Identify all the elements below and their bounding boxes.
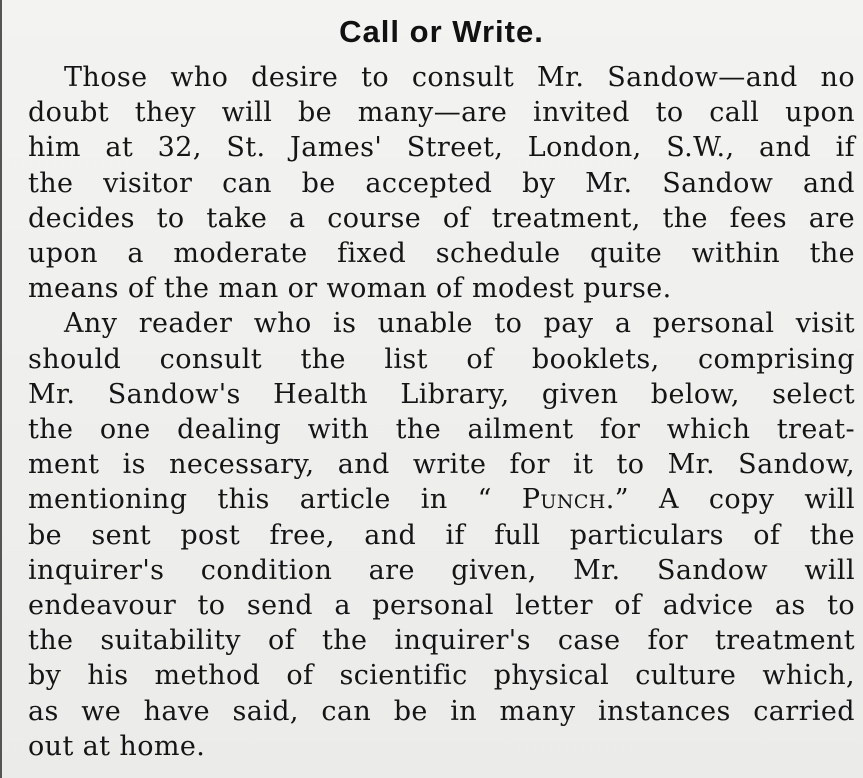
text-line: out at home. <box>28 730 206 762</box>
text-line: Any reader who is unable to pay a personal visit <box>64 308 855 340</box>
article-title: Call or Write. <box>339 14 544 49</box>
text-line-with-publication <box>28 482 855 517</box>
text-line: the suitability of the inquirer's case for treatment <box>28 625 855 657</box>
text-line: the one dealing with the ailment for which treat- <box>28 414 855 446</box>
text-line: Those who desire to consult Mr. Sandow—and no <box>64 62 855 93</box>
paragraph-2 <box>28 306 855 764</box>
text-line: ment is necessary, and write for it to Mr. Sandow, <box>28 449 855 481</box>
text-line: endeavour to send a personal letter of advice as to <box>28 590 855 622</box>
publication-name: “ Punch.” <box>477 484 629 516</box>
text-line: as we have said, can be in many instances carried <box>28 695 855 727</box>
text-line: inquirer's condition are given, Mr. Sandow will <box>28 554 855 586</box>
paragraph-1 <box>28 60 855 306</box>
line-segment: A copy will <box>658 484 855 516</box>
text-line: him at 32, St. James' Street, London, S.W., and if <box>28 132 855 164</box>
text-line: means of the man or woman of modest purse. <box>28 273 672 305</box>
text-line: should consult the list of booklets, comprising <box>28 343 855 375</box>
text-line: upon a moderate fixed schedule quite within the <box>28 238 855 270</box>
text-line: Mr. Sandow's Health Library, given below, select <box>28 378 855 410</box>
text-line: decides to take a course of treatment, the fees are <box>28 202 855 234</box>
text-line: by his method of scientific physical culture which, <box>28 660 855 692</box>
line-segment: mentioning this article in <box>28 484 448 516</box>
text-line: doubt they will be many—are invited to call upon <box>28 97 855 129</box>
text-line: the visitor can be accepted by Mr. Sandow and <box>28 167 855 199</box>
text-line: be sent post free, and if full particulars of the <box>28 519 855 551</box>
